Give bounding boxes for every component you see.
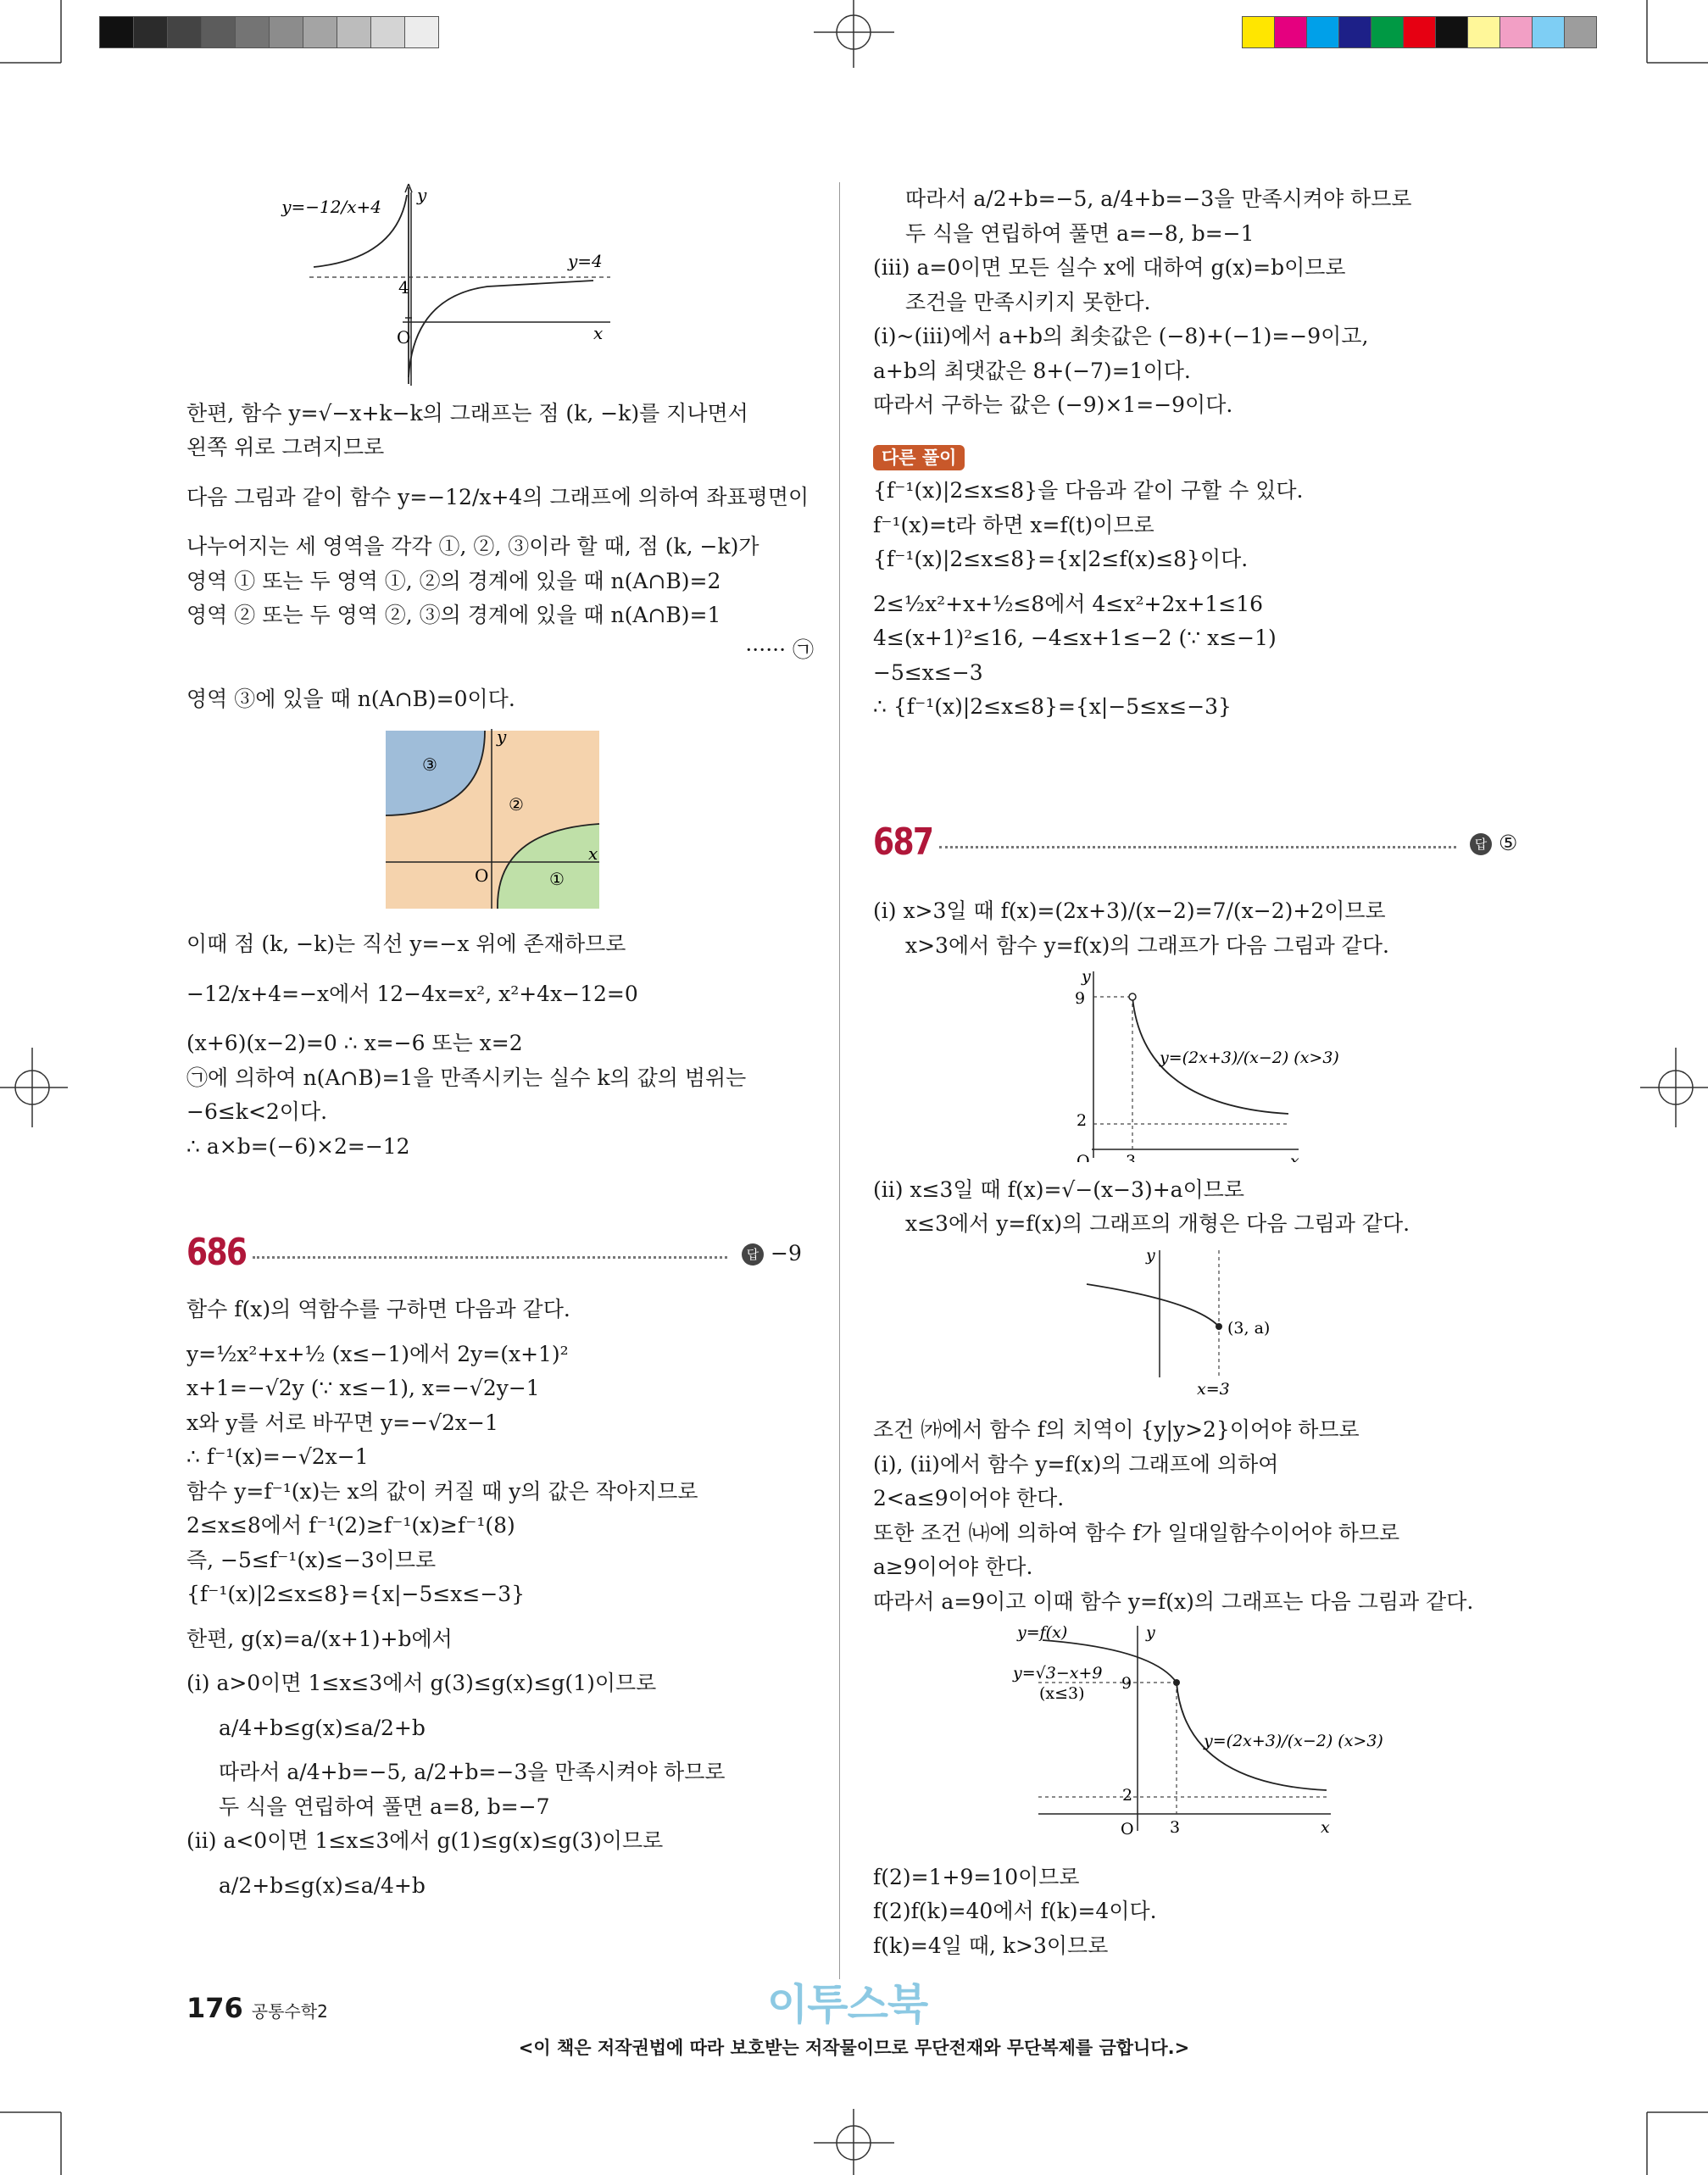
curve-label: y=(2x+3)/(x−2) (x>3)	[1160, 1049, 1339, 1067]
text-line: 한편, g(x)=a/(x+1)+b에서	[186, 1626, 453, 1651]
swatch	[1565, 17, 1596, 47]
answer	[742, 1241, 802, 1266]
swatch	[236, 17, 269, 47]
tick-9: 9	[1075, 989, 1086, 1008]
swatch	[100, 17, 133, 47]
problem-687-header	[873, 820, 1517, 880]
graph-687-combined	[873, 1619, 1517, 1839]
leader-dots	[939, 846, 1456, 848]
swatch	[1500, 17, 1532, 47]
problem-686-header	[186, 1231, 814, 1290]
text-line: f(k)=4일 때, k>3이므로	[873, 1933, 1109, 1958]
right-column	[873, 182, 1517, 725]
swatch	[371, 17, 404, 47]
text-line: f(2)=1+9=10이므로	[873, 1864, 1080, 1889]
text-line: 2<a≤9이어야 한다.	[873, 1486, 1065, 1510]
text-line: −12/x+4=−x에서 12−4x=x², x²+4x−12=0	[186, 981, 638, 1006]
text-line: 조건을 만족시키지 못한다.	[905, 289, 1151, 314]
text-line: f(2)f(k)=40에서 f(k)=4이다.	[873, 1899, 1157, 1923]
text-line: 영역 ③에 있을 때 n(A∩B)=0이다.	[186, 687, 515, 711]
text-line: 2≤x≤8에서 f⁻¹(2)≥f⁻¹(x)≥f⁻¹(8)	[186, 1513, 515, 1538]
answer	[1470, 831, 1517, 855]
label-left-2: (x≤3)	[1039, 1684, 1085, 1703]
text-line: f⁻¹(x)=t라 하면 x=f(t)이므로	[873, 512, 1154, 537]
graph1-x-label: x	[593, 323, 604, 343]
subject: 공통수학2	[251, 2001, 328, 2022]
swatch	[1307, 17, 1338, 47]
label-top: y=f(x)	[1017, 1623, 1068, 1642]
y-label: y	[1146, 1623, 1155, 1642]
column-divider	[839, 182, 840, 1979]
answer-value: ⑤	[1499, 831, 1518, 855]
graph-687-sqrt	[873, 1242, 1517, 1403]
text-line: y=½x²+x+½ (x≤−1)에서 2y=(x+1)²	[186, 1341, 569, 1366]
graph1-origin: O	[397, 327, 411, 348]
text-line: (ⅰ) a>0이면 1≤x≤3에서 g(3)≤g(x)≤g(1)이므로	[186, 1671, 657, 1695]
endpoint-label: (3, a)	[1227, 1318, 1271, 1338]
swatch	[1275, 17, 1306, 47]
joint-point	[1173, 1679, 1180, 1686]
tick-9: 9	[1121, 1674, 1132, 1693]
problem-number: 687	[873, 820, 933, 864]
answer-icon: 답	[1470, 833, 1492, 855]
text-line: 영역 ② 또는 두 영역 ②, ③의 경계에 있을 때 n(A∩B)=1	[186, 603, 721, 627]
swatch	[1339, 17, 1371, 47]
tick-2: 2	[1077, 1111, 1088, 1130]
text-line: −5≤x≤−3	[873, 659, 983, 685]
text-line: 또한 조건 ㈏에 의하여 함수 f가 일대일함수이어야 하므로	[873, 1520, 1400, 1545]
endpoint	[1216, 1323, 1222, 1330]
x-label: x	[1321, 1818, 1330, 1837]
alt-solution-badge-row	[873, 440, 1517, 475]
text-line: 영역 ① 또는 두 영역 ①, ②의 경계에 있을 때 n(A∩B)=2	[186, 568, 721, 593]
swatch	[1436, 17, 1467, 47]
swatch	[168, 17, 201, 47]
page-number: 176	[186, 1992, 243, 2024]
region-3-label: ③	[422, 754, 437, 775]
x-label: x	[1290, 1152, 1299, 1162]
text-line: 2≤½x²+x+½≤8에서 4≤x²+2x+1≤16	[873, 591, 1264, 616]
text-line: 따라서 a=9이고 이때 함수 y=f(x)의 그래프는 다음 그림과 같다.	[873, 1588, 1474, 1614]
equation-mark: ······ ㉠	[745, 637, 814, 662]
region-1-label: ①	[549, 868, 565, 889]
text-line: 조건 ㈎에서 함수 f의 치역이 {y|y>2}이어야 하므로	[873, 1417, 1360, 1442]
page-footer	[186, 1992, 328, 2024]
text-line: a≥9이어야 한다.	[873, 1555, 1033, 1579]
swatch	[1243, 17, 1274, 47]
graph-regions	[186, 722, 814, 917]
graph-687-rational	[873, 963, 1517, 1162]
answer-icon: 답	[742, 1243, 764, 1266]
text-line: (ⅰ), (ⅱ)에서 함수 y=f(x)의 그래프에 의하여	[873, 1451, 1279, 1477]
text-line: x≤3에서 y=f(x)의 그래프의 개형은 다음 그림과 같다.	[905, 1211, 1410, 1236]
text-line: 함수 y=f⁻¹(x)는 x의 값이 커질 때 y의 값은 작아지므로	[186, 1478, 698, 1504]
label-right: y=(2x+3)/(x−2) (x>3)	[1204, 1732, 1383, 1750]
text-line: 두 식을 연립하여 풀면 a=8, b=−7	[219, 1794, 550, 1819]
alt-solution-badge: 다른 풀이	[873, 445, 965, 470]
graph1-y-label: y	[417, 185, 427, 205]
leader-dots	[253, 1256, 727, 1259]
answer-value: −9	[771, 1241, 802, 1266]
text-line: 다음 그림과 같이 함수 y=−12/x+4의 그래프에 의하여 좌표평면이	[186, 484, 809, 509]
text-line: {f⁻¹(x)|2≤x≤8}={x|2≤f(x)≤8}이다.	[873, 547, 1249, 571]
text-line: x와 y를 서로 바꾸면 y=−√2x−1	[186, 1410, 498, 1435]
origin: O	[1077, 1152, 1090, 1162]
text-line: 두 식을 연립하여 풀면 a=−8, b=−1	[905, 220, 1255, 246]
text-line: 나누어지는 세 영역을 각각 ①, ②, ③이라 할 때, 점 (k, −k)가	[186, 534, 759, 559]
swatch	[134, 17, 167, 47]
swatch	[1468, 17, 1499, 47]
text-line: 왼쪽 위로 그려지므로	[186, 435, 385, 459]
graph2-origin: O	[475, 865, 489, 886]
text-line: ∴ f⁻¹(x)=−√2x−1	[186, 1444, 369, 1469]
region-2-label: ②	[509, 793, 524, 815]
hyperbola-right-branch	[409, 281, 593, 377]
text-line: ㉠에 의하여 n(A∩B)=1을 만족시키는 실수 k의 값의 범위는	[186, 1065, 747, 1090]
graph2-x-label: x	[588, 843, 598, 864]
text-line: 따라서 a/2+b=−5, a/4+b=−3을 만족시켜야 하므로	[905, 186, 1412, 211]
graph1-eq-label: y=−12/x+4	[281, 197, 381, 217]
text-line: 이때 점 (k, −k)는 직선 y=−x 위에 존재하므로	[186, 932, 626, 956]
text-line: 따라서 구하는 값은 (−9)×1=−9이다.	[873, 392, 1233, 417]
graph2-y-label: y	[497, 726, 507, 747]
text-line: 즉, −5≤f⁻¹(x)≤−3이므로	[186, 1547, 437, 1572]
text-line: 따라서 a/4+b=−5, a/2+b=−3을 만족시켜야 하므로	[219, 1760, 726, 1784]
text-line: (ⅱ) a<0이면 1≤x≤3에서 g(1)≤g(x)≤g(3)이므로	[186, 1828, 664, 1853]
open-point	[1129, 993, 1136, 1000]
text-line: x>3에서 함수 y=f(x)의 그래프가 다음 그림과 같다.	[905, 932, 1389, 958]
text-line: (ⅱ) x≤3일 때 f(x)=√−(x−3)+a이므로	[873, 1177, 1245, 1202]
publisher-logo: 이투스북	[767, 1980, 928, 2029]
text-line: a+b의 최댓값은 8+(−7)=1이다.	[873, 358, 1191, 383]
text-line: (ⅲ) a=0이면 모든 실수 x에 대하여 g(x)=b이므로	[873, 255, 1346, 280]
swatch	[1371, 17, 1403, 47]
text-line: (ⅰ) x>3일 때 f(x)=(2x+3)/(x−2)=7/(x−2)+2이므로	[873, 898, 1386, 923]
text-line: ∴ {f⁻¹(x)|2≤x≤8}={x|−5≤x≤−3}	[873, 694, 1232, 719]
problem-number: 686	[186, 1231, 247, 1274]
text-line: {f⁻¹(x)|2≤x≤8}을 다음과 같이 구할 수 있다.	[873, 478, 1304, 503]
graph-hyperbola	[186, 182, 814, 386]
text-line: 4≤(x+1)²≤16, −4≤x+1≤−2 (∵ x≤−1)	[873, 626, 1277, 650]
text-line: ∴ a×b=(−6)×2=−12	[186, 1133, 410, 1159]
copyright-notice: <이 책은 저작권법에 따라 보호받는 저작물이므로 무단전재와 무단복제를 금합니다.>	[518, 2038, 1190, 2058]
swatch	[337, 17, 370, 47]
y-label: y	[1082, 967, 1091, 986]
origin: O	[1121, 1820, 1134, 1838]
left-column	[186, 182, 814, 1164]
text-line: (x+6)(x−2)=0 ∴ x=−6 또는 x=2	[186, 1031, 523, 1055]
problem-687-body	[873, 894, 1517, 1963]
graph1-asym-label: y=4	[568, 251, 603, 271]
sqrt-curve	[1087, 1284, 1219, 1327]
text-line: x+1=−√2y (∵ x≤−1), x=−√2y−1	[186, 1376, 540, 1400]
text-line: a/2+b≤g(x)≤a/4+b	[219, 1872, 426, 1898]
swatch	[1404, 17, 1435, 47]
y-label: y	[1146, 1245, 1155, 1265]
swatch	[1533, 17, 1564, 47]
text-line: 한편, 함수 y=√−x+k−k의 그래프는 점 (k, −k)를 지나면서	[186, 400, 748, 426]
graph1-tick-4: 4	[398, 277, 409, 298]
text-line: {f⁻¹(x)|2≤x≤8}={x|−5≤x≤−3}	[186, 1582, 526, 1606]
tick-3: 3	[1170, 1818, 1181, 1837]
tick-2: 2	[1122, 1786, 1133, 1805]
x3-label: x=3	[1197, 1379, 1230, 1399]
tick-3: 3	[1126, 1152, 1137, 1162]
swatch	[303, 17, 337, 47]
problem-686-body	[186, 1293, 814, 1903]
swatch	[405, 17, 438, 47]
text-line: −6≤k<2이다.	[186, 1099, 328, 1124]
swatch	[202, 17, 235, 47]
text-line: 함수 f(x)의 역함수를 구하면 다음과 같다.	[186, 1297, 570, 1321]
swatch	[270, 17, 303, 47]
text-line: (ⅰ)~(ⅲ)에서 a+b의 최솟값은 (−8)+(−1)=−9이고,	[873, 324, 1369, 348]
label-left-1: y=√3−x+9	[1013, 1664, 1103, 1683]
text-line: a/4+b≤g(x)≤a/2+b	[219, 1715, 426, 1740]
